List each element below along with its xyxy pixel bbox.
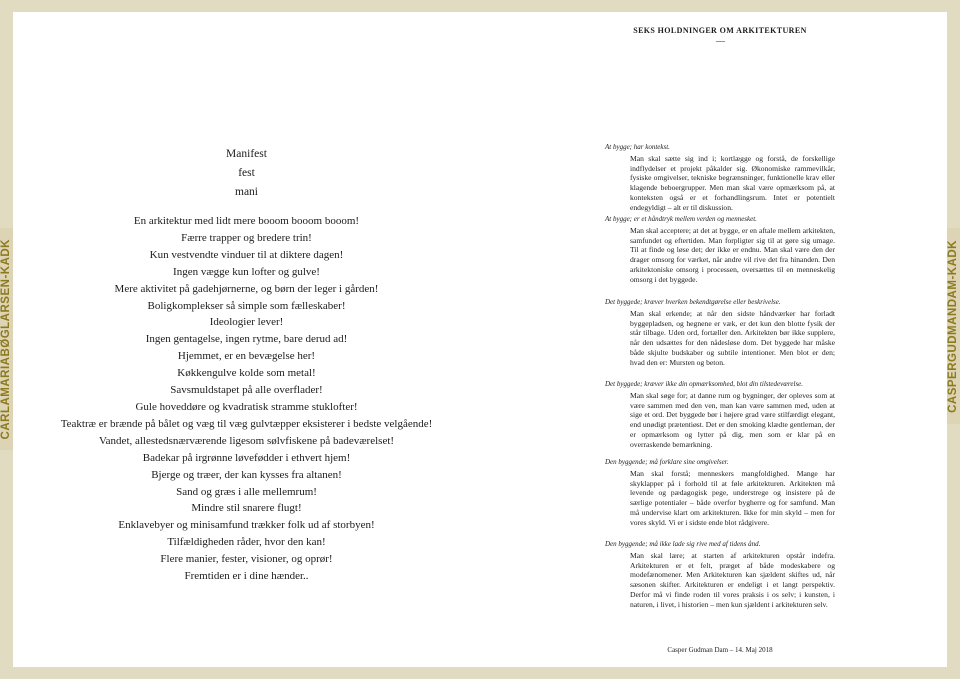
essay-section-body: Man skal forstå; menneskers mangfoldighed. Mange har skyklapper på i forhold til at føle arkitekturen. Arkitekten må levende og pædagogisk pege, understrege og insistere på de særlige potentialer – både overfor bygherre og for samfund. Man må undervise klart om arkitekturen. Ikke for min skyld – men for vores skyld. Vi er i sidste ende blot rådgivere. xyxy=(630,469,835,527)
manifesto-line: Tilfældigheden råder, hvor den kan! xyxy=(167,536,326,549)
essay-section-heading: Den byggende; må forklare sine omgivelser. xyxy=(605,458,729,466)
book-spread xyxy=(13,12,947,667)
manifesto-line: Teaktræ er brænde på bålet og væg til væg gulvtæpper eksisterer i bedste velgående! xyxy=(60,417,433,430)
essay-section-heading: At bygge; er et håndtryk mellem verden og mennesket. xyxy=(605,215,757,223)
right-margin-band xyxy=(947,228,960,424)
manifesto-line: Fremtiden er i dine hænder.. xyxy=(184,570,309,583)
manifesto-line: Flere manier, fester, visioner, og oprør! xyxy=(160,553,333,566)
manifesto-line: Vandet, allestedsnærværende ligesom sølvfiskene på badeværelset! xyxy=(98,434,395,447)
manifesto-title xyxy=(13,145,480,202)
essay-section-body: Man skal sætte sig ind i; kortlægge og forstå, de forskellige indflydelser et projekt påkalder sig. Økonomiske rammevilkår, fysiske omgivelser, tekniske begrænsninger, funktionelle krav eller klagende beboergrupper. Men man skal være opmærksom på, at konteksten også er et forhandlingsrum. Intet er potentielt endegyldigt – alt er til diskussion. xyxy=(630,154,835,212)
manifesto-title-line: fest xyxy=(238,167,255,179)
manifesto-title-line: Manifest xyxy=(226,148,267,160)
manifesto-line: Mere aktivitet på gadehjørnerne, og børn der leger i gården! xyxy=(114,282,379,295)
manifesto-line: En arkitektur med lidt mere booom booom booom! xyxy=(133,215,360,227)
right-margin-author-label: CASPERGUDMANDAM-KADK xyxy=(947,239,959,413)
manifesto-line: Færre trapper og bredere trin! xyxy=(181,231,312,244)
header-dash: — xyxy=(716,36,724,46)
manifesto-line: Ingen gentagelse, ingen rytme, bare derud ad! xyxy=(145,333,348,346)
manifesto-line: Gule hoveddøre og kvadratisk stramme stuklofter! xyxy=(135,400,358,413)
essay-section xyxy=(605,143,835,212)
manifesto-line: Kun vestvendte vinduer til at diktere dagen! xyxy=(149,248,344,261)
manifesto-line: Ideologier lever! xyxy=(209,316,284,329)
manifesto-title-line: mani xyxy=(235,186,258,198)
essay-section-heading: Det byggede; kræver ikke din opmærksomhed, blot din tilstedeværelse. xyxy=(605,380,804,388)
manifesto-line: Ingen vægge kun lofter og gulve! xyxy=(173,265,320,278)
manifesto-line: Hjemmet, er en bevægelse her! xyxy=(177,350,316,363)
essay-column xyxy=(605,12,835,667)
essay-section xyxy=(605,458,835,527)
page-header-title: SEKS HOLDNINGER OM ARKITEKTUREN xyxy=(633,26,807,35)
page-footer-credit: Casper Gudman Dam – 14. Maj 2018 xyxy=(667,646,773,654)
essay-section-body: Man skal lære; at starten af arkitekturen opstår indefra. Arkitekturen er et felt, præget af både modeskabere og modefænomener. Men Arkitekturen kan sjældent skiftes ud, når sæsonen skifter. Arkitekturen er endeligt i et langt perspektiv. Derfor må vi finde roden til vores praksis i os selv; i kunsten, i naturen, i livet, i historien – men kun sjældent i arkitekturen selv. xyxy=(630,551,835,609)
essay-section-body: Man skal erkende; at når den sidste håndværker har forladt byggepladsen, og hegnene er væk, er det kun den blotte fysik der står tilbage. Uden ord, fortæller den. Arkitekten bør ikke supplere, når den udsættes for den nådesløse dom. Det byggede har måske både skjulte budskaber og subtile intentioner. Men blot er den; hvad den er: Mursten og beton. xyxy=(630,309,835,367)
left-margin-author-label: CARLAMARIABØGLARSEN-KADK xyxy=(0,238,12,440)
essay-section xyxy=(605,215,835,284)
manifesto-line: Bjerge og træer, der kan kysses fra altanen! xyxy=(151,468,342,481)
left-margin-band xyxy=(0,228,13,450)
manifesto-line: Køkkengulve kolde som metal! xyxy=(177,367,316,380)
manifesto-line: Boligkomplekser så simple som fælleskaber! xyxy=(147,299,346,312)
essay-section-body: Man skal søge for; at danne rum og bygninger, der opleves som at være sammen med den ven, man kan være sammen med, uden at sige et ord. Det byggede bør i højere grad være stilfærdigt elegant, end unødigt prætentiøst. Det er den smoking klædte gentleman, der er opmærksom og lytter på dig, men som er klar på en overraskende bemærkning. xyxy=(630,391,835,449)
manifesto-line: Mindre stil snarere flugt! xyxy=(191,502,302,515)
essay-section-heading: Det byggede; kræver hverken bekendtgørelse eller beskrivelse. xyxy=(605,298,781,306)
essay-section-heading: Den byggende; må ikke lade sig rive med af tidens ånd. xyxy=(605,540,761,548)
manifesto-line: Savsmuldstapet på alle overflader! xyxy=(170,384,323,397)
manifesto-line: Badekar på irgrønne løvefødder i ethvert hjem! xyxy=(142,451,351,464)
essay-section-body: Man skal acceptere; at det at bygge, er en aftale mellem arkitekten, samfundet og eftertiden. Man forpligter sig til at gøre sig umage. Til at finde og løse det; der ikke er endnu. Man skal være den der drager omsorg for værket, når andre vil rive det fra hinanden. Den arkitektoniske omsorg i processen, oversættes til en menneskelig omsorg i det byggede. xyxy=(630,226,835,284)
manifesto-lines xyxy=(13,213,480,585)
manifesto-line: Enklavebyer og minisamfund trækker folk ud af storbyen! xyxy=(118,519,375,532)
essay-section xyxy=(605,298,835,367)
manifesto-line: Sand og græs i alle mellemrum! xyxy=(176,485,317,498)
essay-section xyxy=(605,380,835,449)
essay-section-heading: At bygge; har kontekst. xyxy=(605,143,670,151)
essay-section xyxy=(605,540,835,609)
